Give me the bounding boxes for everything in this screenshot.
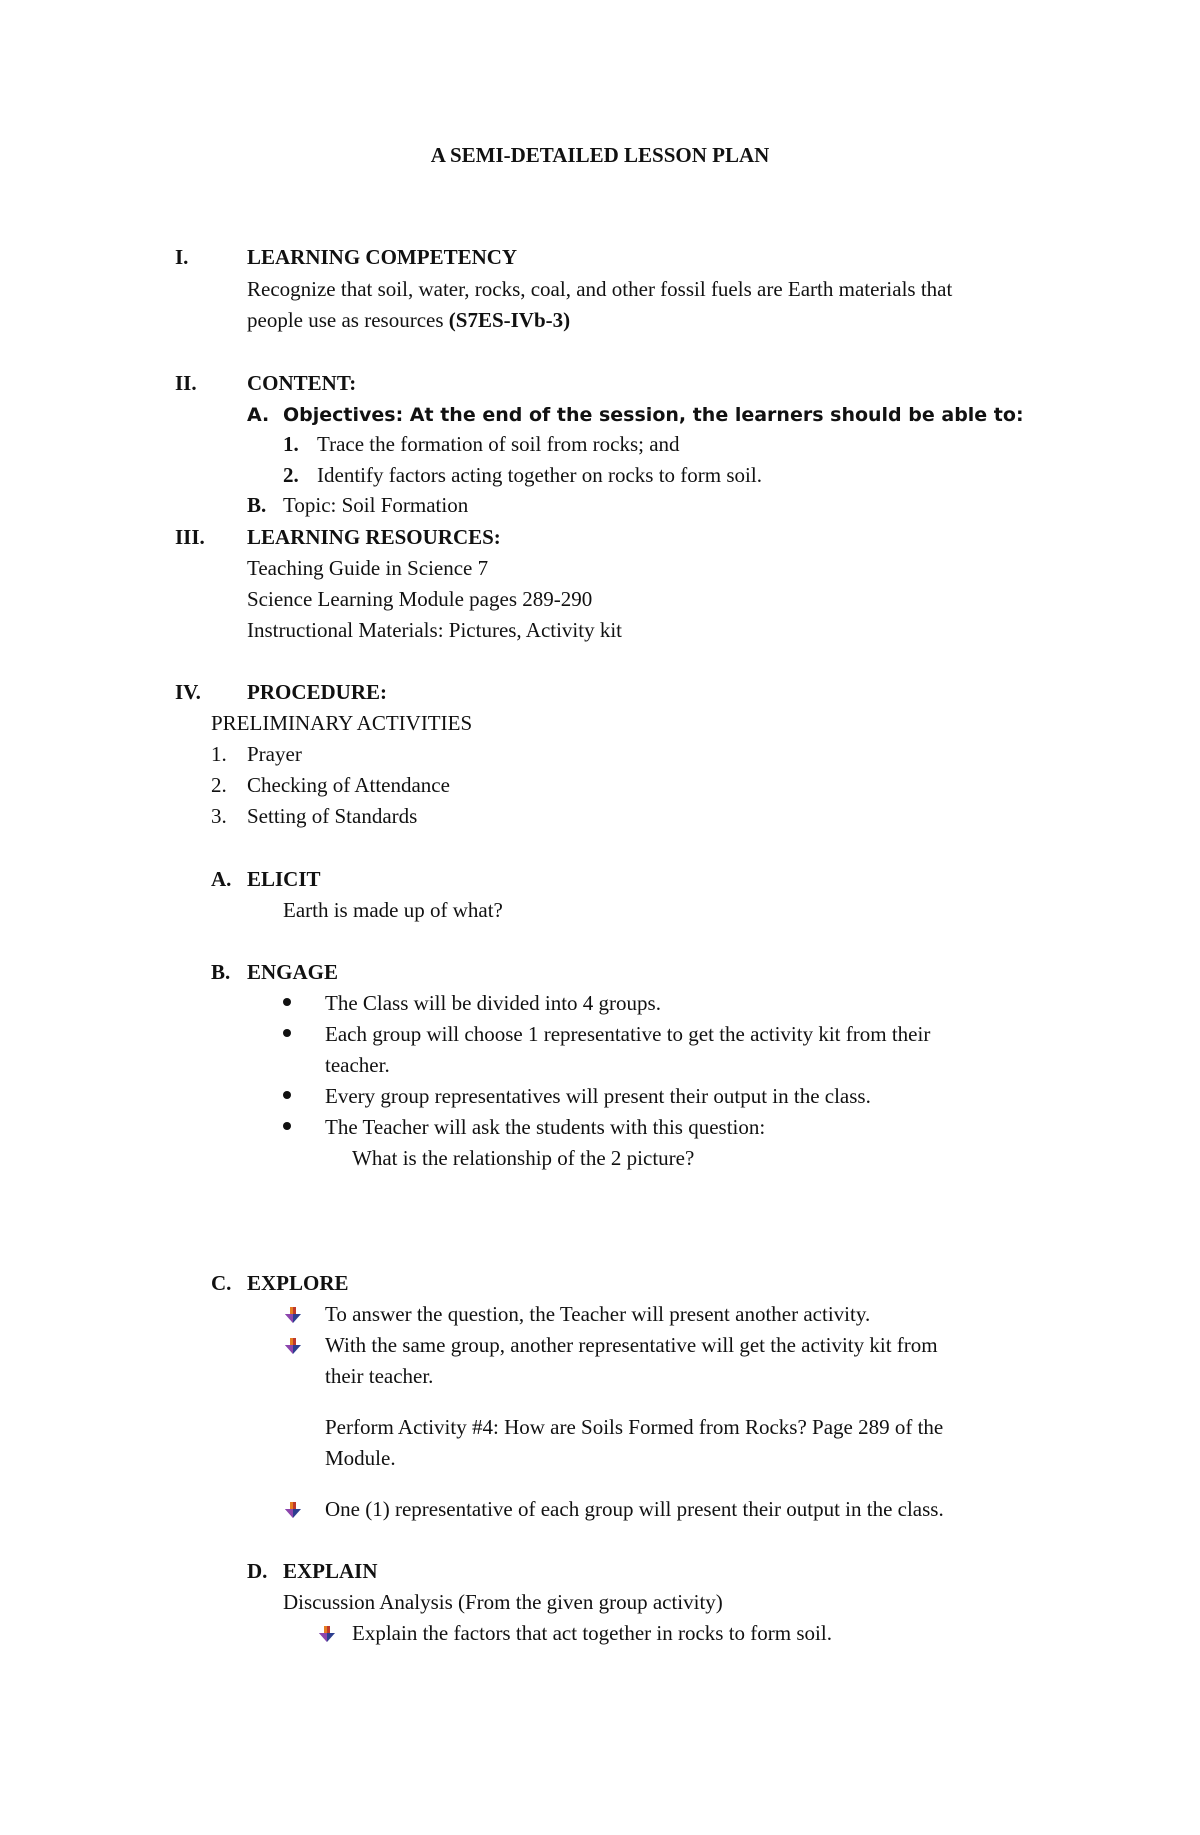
- elicit-heading: ELICIT: [247, 867, 321, 891]
- engage-item: The Teacher will ask the students with this question:: [325, 1115, 766, 1139]
- bullet-icon: [283, 998, 291, 1006]
- objective-text-2: Identify factors acting together on rocks to form soil.: [317, 463, 762, 487]
- explore-item: One (1) representative of each group will present their output in the class.: [325, 1497, 944, 1521]
- section-numeral-content: II.: [175, 371, 197, 395]
- arrow-bullet-icon: [284, 1501, 302, 1519]
- arrow-bullet-icon: [284, 1306, 302, 1324]
- explore-activity: Perform Activity #4: How are Soils Formed from Rocks? Page 289 of the: [325, 1415, 944, 1439]
- explain-item: Explain the factors that act together in rocks to form soil.: [352, 1621, 832, 1645]
- resource-item: Teaching Guide in Science 7: [247, 556, 489, 580]
- section-heading-competency: LEARNING COMPETENCY: [247, 245, 518, 269]
- arrow-bullet-icon: [318, 1625, 336, 1643]
- topic-text: Topic: Soil Formation: [283, 493, 469, 517]
- document-title: A SEMI-DETAILED LESSON PLAN: [430, 143, 770, 167]
- preliminary-heading: PRELIMINARY ACTIVITIES: [211, 711, 473, 735]
- bullet-icon: [283, 1091, 291, 1099]
- explain-subheading: Discussion Analysis (From the given group activity): [283, 1590, 723, 1614]
- preliminary-item: Setting of Standards: [247, 804, 418, 828]
- bullet-icon: [283, 1029, 291, 1037]
- elicit-text: Earth is made up of what?: [283, 898, 503, 922]
- section-numeral-procedure: IV.: [175, 680, 201, 704]
- competency-code: (S7ES-IVb-3): [448, 308, 571, 332]
- elicit-letter: A.: [211, 867, 232, 891]
- section-numeral-resources: III.: [175, 525, 205, 549]
- explain-letter: D.: [247, 1559, 268, 1583]
- explore-item-continued: their teacher.: [325, 1364, 434, 1388]
- section-heading-content: CONTENT:: [247, 371, 357, 395]
- engage-item: Every group representatives will present their output in the class.: [325, 1084, 871, 1108]
- resource-item: Science Learning Module pages 289-290: [247, 587, 593, 611]
- engage-item: The Class will be divided into 4 groups.: [325, 991, 661, 1015]
- section-numeral-competency: I.: [175, 245, 189, 269]
- explore-letter: C.: [211, 1271, 232, 1295]
- explore-item: With the same group, another representative will get the activity kit from: [325, 1333, 938, 1357]
- bullet-icon: [283, 1122, 291, 1130]
- topic-letter: B.: [247, 493, 267, 517]
- engage-item-continued: teacher.: [325, 1053, 390, 1077]
- resource-item: Instructional Materials: Pictures, Activity kit: [247, 618, 623, 642]
- preliminary-item: Checking of Attendance: [247, 773, 450, 797]
- engage-item: Each group will choose 1 representative to get the activity kit from their: [325, 1022, 931, 1046]
- section-heading-procedure: PROCEDURE:: [247, 680, 387, 704]
- preliminary-num: 2.: [211, 773, 227, 797]
- engage-heading: ENGAGE: [247, 960, 339, 984]
- objective-num-2: 2.: [283, 463, 299, 487]
- preliminary-item: Prayer: [247, 742, 302, 766]
- competency-text-line1: Recognize that soil, water, rocks, coal, and other fossil fuels are Earth materials that: [247, 277, 953, 301]
- arrow-bullet-icon: [284, 1337, 302, 1355]
- explore-activity-continued: Module.: [325, 1446, 396, 1470]
- objective-num-1: 1.: [283, 432, 299, 456]
- preliminary-num: 1.: [211, 742, 227, 766]
- preliminary-num: 3.: [211, 804, 227, 828]
- section-heading-resources: LEARNING RESOURCES:: [247, 525, 501, 549]
- engage-question: What is the relationship of the 2 picture?: [352, 1146, 695, 1170]
- engage-letter: B.: [211, 960, 231, 984]
- explore-item: To answer the question, the Teacher will present another activity.: [325, 1302, 871, 1326]
- explain-heading: EXPLAIN: [283, 1559, 378, 1583]
- objectives-heading: Objectives: At the end of the session, the learners should be able to:: [283, 404, 1024, 426]
- objective-text-1: Trace the formation of soil from rocks; and: [317, 432, 680, 456]
- competency-text: people use as resources: [247, 308, 449, 332]
- explore-heading: EXPLORE: [247, 1271, 349, 1295]
- objectives-letter: A.: [247, 404, 270, 426]
- competency-text-line2: [247, 307, 570, 333]
